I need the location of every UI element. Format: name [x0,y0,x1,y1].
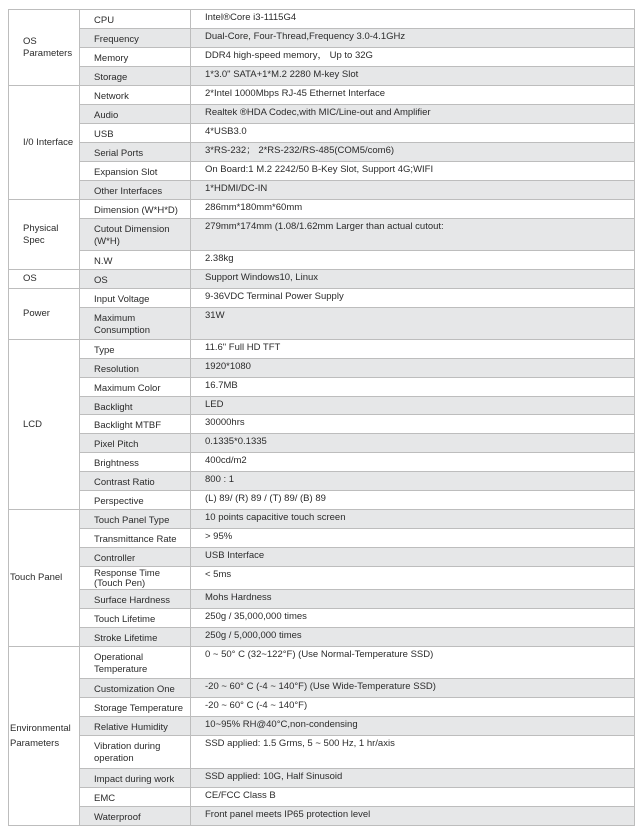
group-cell [9,647,80,826]
spec-label-cell [80,736,191,769]
table-row [9,567,635,590]
table-row [9,453,635,472]
spec-value: 9-36VDC Terminal Power Supply [205,291,344,302]
table-row [9,67,635,86]
spec-value: On Board:1 M.2 2242/50 B-Key Slot, Support 4G;WIFI [205,164,434,175]
table-row [9,270,635,289]
spec-value-cell [191,807,635,826]
spec-value: < 5ms [205,569,232,580]
spec-label-cell [80,289,191,308]
table-row [9,717,635,736]
spec-label-cell [80,48,191,67]
spec-label: Operational Temperature [94,652,148,675]
spec-value-cell [191,200,635,219]
table-row [9,359,635,378]
spec-value-cell [191,788,635,807]
spec-value-cell [191,67,635,86]
spec-label: Maximum Color [94,383,161,394]
spec-label-cell [80,510,191,529]
spec-value: > 95% [205,531,233,542]
group-label: Touch Panel [10,572,63,583]
spec-label-cell [80,679,191,698]
spec-label: Dimension (W*H*D) [94,205,178,216]
spec-label-cell [80,251,191,270]
spec-value-cell [191,10,635,29]
spec-value-cell [191,529,635,548]
spec-value-cell [191,453,635,472]
spec-label: Input Voltage [94,294,150,305]
spec-value: 0 ~ 50° C (32~122°F) (Use Normal-Temperature SSD) [205,649,434,660]
spec-value-cell [191,29,635,48]
spec-value-cell [191,628,635,647]
spec-label: EMC [94,793,116,804]
table-row [9,308,635,340]
spec-label: Resolution [94,364,139,375]
spec-label: Storage [94,72,128,83]
spec-label-cell [80,647,191,679]
table-row [9,48,635,67]
table-row [9,181,635,200]
spec-label-cell [80,181,191,200]
spec-value: Mohs Hardness [205,592,272,603]
table-row [9,415,635,434]
spec-label-cell [80,397,191,415]
spec-value-cell [191,717,635,736]
spec-value-cell [191,736,635,769]
spec-label: Transmittance Rate [94,534,177,545]
spec-label-cell [80,340,191,359]
spec-value: 1*HDMI/DC-IN [205,183,268,194]
spec-value-cell [191,105,635,124]
spec-label: Audio [94,110,119,121]
spec-value-cell [191,359,635,378]
table-row [9,105,635,124]
spec-value: 2.38kg [205,253,234,264]
spec-label-cell [80,10,191,29]
group-cell [9,289,80,340]
spec-label: Frequency [94,34,139,45]
spec-label-cell [80,628,191,647]
spec-value-cell [191,647,635,679]
spec-label: Expansion Slot [94,167,158,178]
spec-label: Response Time (Touch Pen) [94,568,161,589]
spec-value-cell [191,162,635,181]
group-cell [9,270,80,289]
spec-label: Touch Panel Type [94,515,170,526]
table-row [9,609,635,628]
spec-label-cell [80,567,191,590]
spec-value-cell [191,181,635,200]
table-row [9,397,635,415]
group-label: Environmental Parameters [10,723,71,749]
table-row [9,86,635,105]
spec-value: LED [205,399,224,410]
spec-label-cell [80,105,191,124]
spec-label: Surface Hardness [94,595,171,606]
spec-value-cell [191,434,635,453]
spec-value: CE/FCC Class B [205,790,276,801]
spec-label-cell [80,807,191,826]
table-row [9,491,635,510]
table-row [9,29,635,48]
spec-table [8,9,635,826]
spec-label-cell [80,308,191,340]
spec-value-cell [191,679,635,698]
spec-label: OS [94,275,108,286]
spec-value: 0.1335*0.1335 [205,436,267,447]
spec-value-cell [191,415,635,434]
group-label: Physical Spec [23,222,59,246]
spec-value: 250g / 35,000,000 times [205,611,307,622]
spec-label: Perspective [94,496,144,507]
spec-value: Realtek ®HDA Codec,with MIC/Line-out and Amplifier [205,107,431,118]
spec-label: CPU [94,15,115,26]
spec-label-cell [80,472,191,491]
spec-label: Relative Humidity [94,722,168,733]
spec-value: 31W [205,310,225,321]
group-cell [9,10,80,86]
spec-value-cell [191,251,635,270]
spec-value: 3*RS-232； 2*RS-232/RS-485(COM5/com6) [205,145,395,156]
spec-value: Front panel meets IP65 protection level [205,809,371,820]
spec-value: USB Interface [205,550,265,561]
table-row [9,162,635,181]
group-cell [9,200,80,270]
table-row [9,788,635,807]
table-row [9,698,635,717]
table-row [9,736,635,769]
spec-label-cell [80,717,191,736]
spec-value-cell [191,378,635,397]
spec-label-cell [80,86,191,105]
spec-value: 11.6" Full HD TFT [205,342,281,353]
table-row [9,10,635,29]
table-row [9,289,635,308]
spec-label: Type [94,345,115,356]
spec-label: Pixel Pitch [94,439,139,450]
spec-label: Other Interfaces [94,186,163,197]
spec-value: 10 points capacitive touch screen [205,512,346,523]
spec-value: 1920*1080 [205,361,251,372]
spec-label-cell [80,162,191,181]
spec-value: 2*Intel 1000Mbps RJ-45 Ethernet Interface [205,88,386,99]
spec-value: 400cd/m2 [205,455,247,466]
group-label: I/0 Interface [23,136,74,148]
group-cell [9,510,80,647]
spec-value: Intel®Core i3-1115G4 [205,12,297,23]
spec-value-cell [191,124,635,143]
spec-label: Memory [94,53,129,64]
table-row [9,647,635,679]
spec-label-cell [80,590,191,609]
spec-label-cell [80,548,191,567]
table-row [9,378,635,397]
spec-value-cell [191,397,635,415]
spec-label: Cutout Dimension (W*H) [94,224,170,247]
spec-label: Controller [94,553,136,564]
spec-label-cell [80,29,191,48]
spec-value-cell [191,491,635,510]
group-label: LCD [23,418,43,430]
spec-label-cell [80,378,191,397]
table-row [9,679,635,698]
spec-label-cell [80,143,191,162]
spec-label-cell [80,788,191,807]
spec-value-cell [191,143,635,162]
spec-value: 1*3.0" SATA+1*M.2 2280 M-key Slot [205,69,359,80]
spec-label: Stroke Lifetime [94,633,158,644]
spec-label-cell [80,529,191,548]
table-row [9,143,635,162]
table-row [9,807,635,826]
spec-label: Impact during work [94,774,175,785]
spec-value-cell [191,698,635,717]
spec-value-cell [191,548,635,567]
spec-value: -20 ~ 60° C (-4 ~ 140°F) [205,700,308,711]
table-row [9,219,635,251]
spec-label: Storage Temperature [94,703,184,714]
table-row [9,529,635,548]
spec-label: Waterproof [94,812,141,823]
spec-value-cell [191,219,635,251]
table-row [9,628,635,647]
spec-value-cell [191,769,635,788]
spec-value: SSD applied: 10G, Half Sinusoid [205,771,343,782]
spec-label: Vibration during operation [94,741,161,764]
group-cell [9,340,80,510]
spec-label: Serial Ports [94,148,144,159]
spec-value: 10~95% RH@40°C,non-condensing [205,719,358,730]
table-row [9,340,635,359]
spec-label-cell [80,219,191,251]
spec-value-cell [191,289,635,308]
spec-label-cell [80,124,191,143]
spec-label: N.W [94,256,113,267]
spec-value: SSD applied: 1.5 Grms, 5 ~ 500 Hz, 1 hr/axis [205,738,395,749]
group-label: OS Parameters [23,35,73,59]
table-row [9,590,635,609]
spec-label-cell [80,453,191,472]
spec-label: Contrast Ratio [94,477,155,488]
spec-value: 279mm*174mm (1.08/1.62mm Larger than actual cutout: [205,221,444,232]
spec-label: Network [94,91,129,102]
spec-value: 16.7MB [205,380,238,391]
group-label: OS [23,273,37,284]
spec-value: -20 ~ 60° C (-4 ~ 140°F) (Use Wide-Temperature SSD) [205,681,436,692]
group-cell [9,86,80,200]
spec-value: 250g / 5,000,000 times [205,630,302,641]
spec-label: USB [94,129,114,140]
spec-label-cell [80,698,191,717]
spec-value-cell [191,510,635,529]
spec-value: DDR4 high-speed memory， Up to 32G [205,50,373,61]
spec-label-cell [80,609,191,628]
table-row [9,434,635,453]
spec-value: 4*USB3.0 [205,126,247,137]
spec-label-cell [80,359,191,378]
spec-label: Touch Lifetime [94,614,156,625]
spec-table-body [9,10,635,826]
spec-value-cell [191,270,635,289]
spec-value: Support Windows10, Linux [205,272,319,283]
spec-value: 30000hrs [205,417,245,428]
spec-value-cell [191,609,635,628]
table-row [9,548,635,567]
table-row [9,510,635,529]
spec-label-cell [80,270,191,289]
spec-label-cell [80,415,191,434]
spec-value-cell [191,590,635,609]
spec-value-cell [191,567,635,590]
spec-label: Brightness [94,458,139,469]
spec-value: 800 : 1 [205,474,235,485]
spec-value: 286mm*180mm*60mm [205,202,303,213]
spec-value: (L) 89/ (R) 89 / (T) 89/ (B) 89 [205,493,326,504]
spec-label-cell [80,491,191,510]
table-row [9,124,635,143]
spec-value-cell [191,86,635,105]
spec-label-cell [80,67,191,86]
spec-label: Maximum Consumption [94,313,150,336]
table-row [9,200,635,219]
spec-value: Dual-Core, Four-Thread,Frequency 3.0-4.1GHz [205,31,406,42]
spec-label-cell [80,434,191,453]
table-row [9,769,635,788]
group-label: Power [23,308,50,319]
spec-label: Backlight MTBF [94,420,162,431]
spec-value-cell [191,472,635,491]
spec-value-cell [191,48,635,67]
spec-value-cell [191,308,635,340]
table-row [9,251,635,270]
table-row [9,472,635,491]
spec-label-cell [80,769,191,788]
spec-label: Customization One [94,684,175,695]
spec-label: Backlight [94,402,133,413]
spec-label-cell [80,200,191,219]
spec-value-cell [191,340,635,359]
